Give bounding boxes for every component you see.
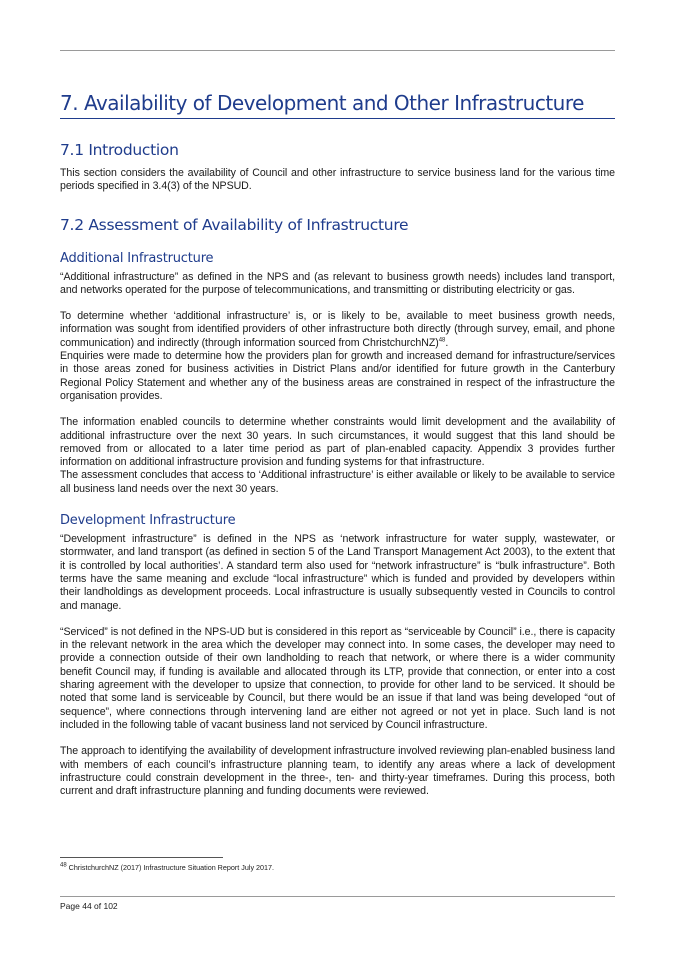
additional-paragraph-4: The information enabled councils to determine whether constraints would limit development and the availability of additional infrastructure over the next 30 years. In such circumstances, it would suggest that this land should be removed from or allocated to a later time period as part of plan-enabled capacity. Appendix 3 provides further information on additional infrastructure provision and funding systems for that infrastructure. xyxy=(60,416,615,469)
intro-heading: 7.1 Introduction xyxy=(60,141,179,159)
development-paragraph-1: “Development infrastructure” is defined in the NPS as ‘network infrastructure for water supply, wastewater, or stormwater, and land transport (as defined in section 5 of the Land Transport Management Act 2003), to the extent that it is controlled by local authorities’. A standard term also used for “network infrastructure” is “bulk infrastructure”. Both terms have the same meaning and exclude “local infrastructure” which is funded and provided by developers within their landholdings as development proceeds. Local infrastructure is usually subsequently vested in Councils to control and manage. xyxy=(60,533,615,612)
footnote-ref-48[interactable]: 48 xyxy=(438,337,446,344)
footnote-number: 48 xyxy=(60,862,67,869)
header-rule xyxy=(60,50,615,51)
section-title: 7. Availability of Development and Other Infrastructure xyxy=(60,91,615,119)
additional-paragraph-2-text: To determine whether ‘additional infrastructure’ is, or is likely to be, available to meet business growth needs, information was sought from identified providers of other infrastructure both directly (through survey, email, and phone communication) and indirectly (through information sourced from ChristchurchNZ) xyxy=(60,310,615,349)
development-paragraph-3: The approach to identifying the availability of development infrastructure involved reviewing plan-enabled business land with members of each council’s infrastructure planning team, to identify any areas where a lack of development infrastructure could constrain development in the three-, ten- and thirty-year timeframes. During this process, both current and draft infrastructure planning and funding documents were reviewed. xyxy=(60,745,615,798)
development-paragraph-2: “Serviced” is not defined in the NPS-UD but is considered in this report as “serviceable by Council” i.e., there is capacity in the relevant network in the area which the developer may connect into. In some cases, the developer may need to provide a connection outside of their own landholding to reach that network, or where there is a wider community benefit Council may, if funding is available and allocated through its LTP, provide that connection, or enter into a cost sharing agreement with the developer to upsize that connection, to provide for other land to be serviced. It should be noted that some land is serviceable by Council, but there would be an issue if that land was being developed “out of sequence”, where connections through intervening land are either not agreed or not yet in place. Such land is not included in the following table of vacant business land not serviced by Council infrastructure. xyxy=(60,625,615,731)
page-content xyxy=(60,91,615,798)
additional-paragraph-3: Enquiries were made to determine how the providers plan for growth and increased demand for infrastructure/services in those areas zoned for business activities in District Plans and/or identified for future growth in the Canterbury Regional Policy Statement and whether any of the business areas are constrained in respect of the infrastructure the organisation provides. xyxy=(60,350,615,402)
additional-paragraph-2-end: . xyxy=(445,336,449,349)
page-number: Page 44 of 102 xyxy=(60,901,118,911)
additional-paragraph-1: “Additional infrastructure” as defined in the NPS and (as relevant to business growth needs) includes land transport, and networks operated for the purpose of telecommunications, and transmitting or distributing electricity or gas. xyxy=(60,270,615,296)
footer-rule xyxy=(60,896,615,897)
development-infrastructure-heading: Development Infrastructure xyxy=(60,513,236,529)
footnote-text: ChristchurchNZ (2017) Infrastructure Situation Report July 2017. xyxy=(66,863,275,872)
additional-paragraph-2 xyxy=(60,310,615,350)
additional-infrastructure-heading: Additional Infrastructure xyxy=(60,250,214,266)
additional-paragraph-5: The assessment concludes that access to ‘Additional infrastructure’ is either available or likely to be available to service all business land needs over the next 30 years. xyxy=(60,469,615,495)
footnote-rule xyxy=(60,857,223,858)
intro-paragraph: This section considers the availability of Council and other infrastructure to service business land for the various time periods specified in 3.4(3) of the NPSUD. xyxy=(60,167,615,193)
footnote xyxy=(60,863,274,872)
assessment-heading: 7.2 Assessment of Availability of Infrastructure xyxy=(60,215,409,234)
